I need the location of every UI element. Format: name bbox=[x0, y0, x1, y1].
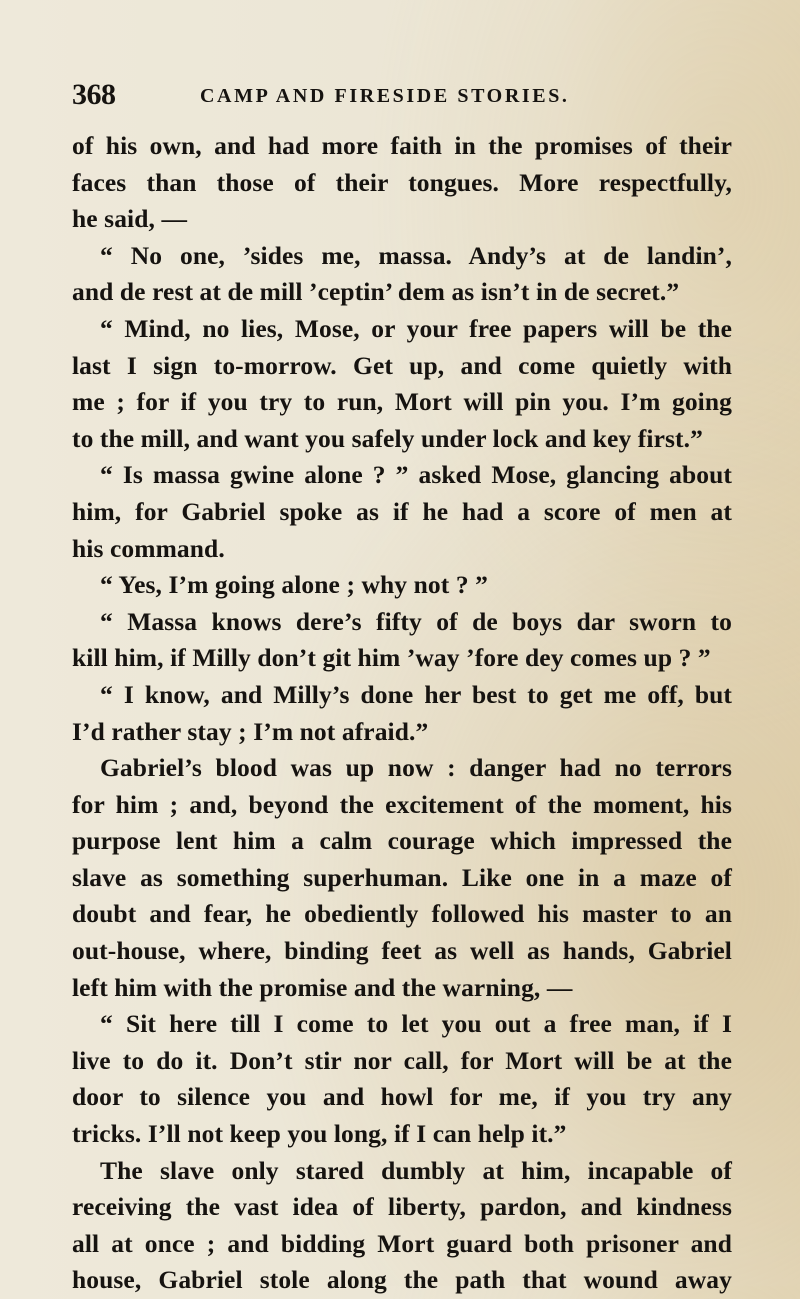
text-line: Gabriel’s blood was up now : danger had no terrors bbox=[100, 753, 732, 783]
text-line: I’d rather stay ; I’m not afraid.” bbox=[72, 716, 429, 746]
text-line: house, Gabriel stole along the path that wound away bbox=[72, 1265, 732, 1295]
text-line: purpose lent him a calm courage which impressed the bbox=[72, 826, 732, 856]
text-line: he said, — bbox=[72, 204, 188, 234]
text-line: live to do it. Don’t stir nor call, for Mort will be at the bbox=[72, 1045, 732, 1075]
text-line: “ I know, and Milly’s done her best to get me off, but bbox=[100, 679, 732, 709]
text-line: “ Mind, no lies, Mose, or your free papers will be the bbox=[100, 313, 732, 343]
text-line: him, for Gabriel spoke as if he had a score of men at bbox=[72, 496, 732, 526]
text-line: “ Massa knows dere’s fifty of de boys dar sworn to bbox=[100, 606, 732, 636]
text-line: to the mill, and want you safely under lock and key first.” bbox=[72, 423, 703, 453]
text-line: The slave only stared dumbly at him, incapable of bbox=[100, 1155, 732, 1185]
text-line: tricks. I’ll not keep you long, if I can help it.” bbox=[72, 1119, 567, 1149]
text-line: left him with the promise and the warning, — bbox=[72, 972, 573, 1002]
text-line: last I sign to-morrow. Get up, and come quietly with bbox=[72, 350, 732, 380]
text-line: doubt and fear, he obediently followed his master to an bbox=[72, 899, 732, 929]
text-line: of his own, and had more faith in the promises of their bbox=[72, 131, 732, 160]
running-head: CAMP AND FIRESIDE STORIES. bbox=[200, 85, 570, 107]
text-line: “ Yes, I’m going alone ; why not ? ” bbox=[100, 570, 489, 600]
text-line: door to silence you and howl for me, if you try any bbox=[72, 1082, 732, 1112]
text-line: out-house, where, binding feet as well as hands, Gabriel bbox=[72, 936, 732, 966]
text-line: me ; for if you try to run, Mort will pin you. I’m going bbox=[72, 387, 732, 417]
text-line: for him ; and, beyond the excitement of the moment, his bbox=[72, 789, 732, 819]
text-line: kill him, if Milly don’t git him ’way ’fore dey comes up ? ” bbox=[72, 643, 711, 673]
text-line: “ Sit here till I come to let you out a free man, if I bbox=[100, 1009, 732, 1039]
page-header bbox=[72, 78, 732, 118]
text-line: and de rest at de mill ’ceptin’ dem as isn’t in de secret.” bbox=[72, 277, 680, 307]
page-number: 368 bbox=[72, 78, 116, 111]
text-line: receiving the vast idea of liberty, pardon, and kindness bbox=[72, 1192, 732, 1222]
text-line: his command. bbox=[72, 533, 225, 563]
text-line: slave as something superhuman. Like one in a maze of bbox=[72, 862, 732, 892]
text-line: all at once ; and bidding Mort guard both prisoner and bbox=[72, 1228, 732, 1258]
body-text bbox=[72, 128, 732, 1299]
text-line: faces than those of their tongues. More respectfully, bbox=[72, 167, 732, 197]
text-line: “ No one, ’sides me, massa. Andy’s at de landin’, bbox=[100, 240, 732, 270]
text-line: “ Is massa gwine alone ? ” asked Mose, glancing about bbox=[100, 460, 732, 490]
